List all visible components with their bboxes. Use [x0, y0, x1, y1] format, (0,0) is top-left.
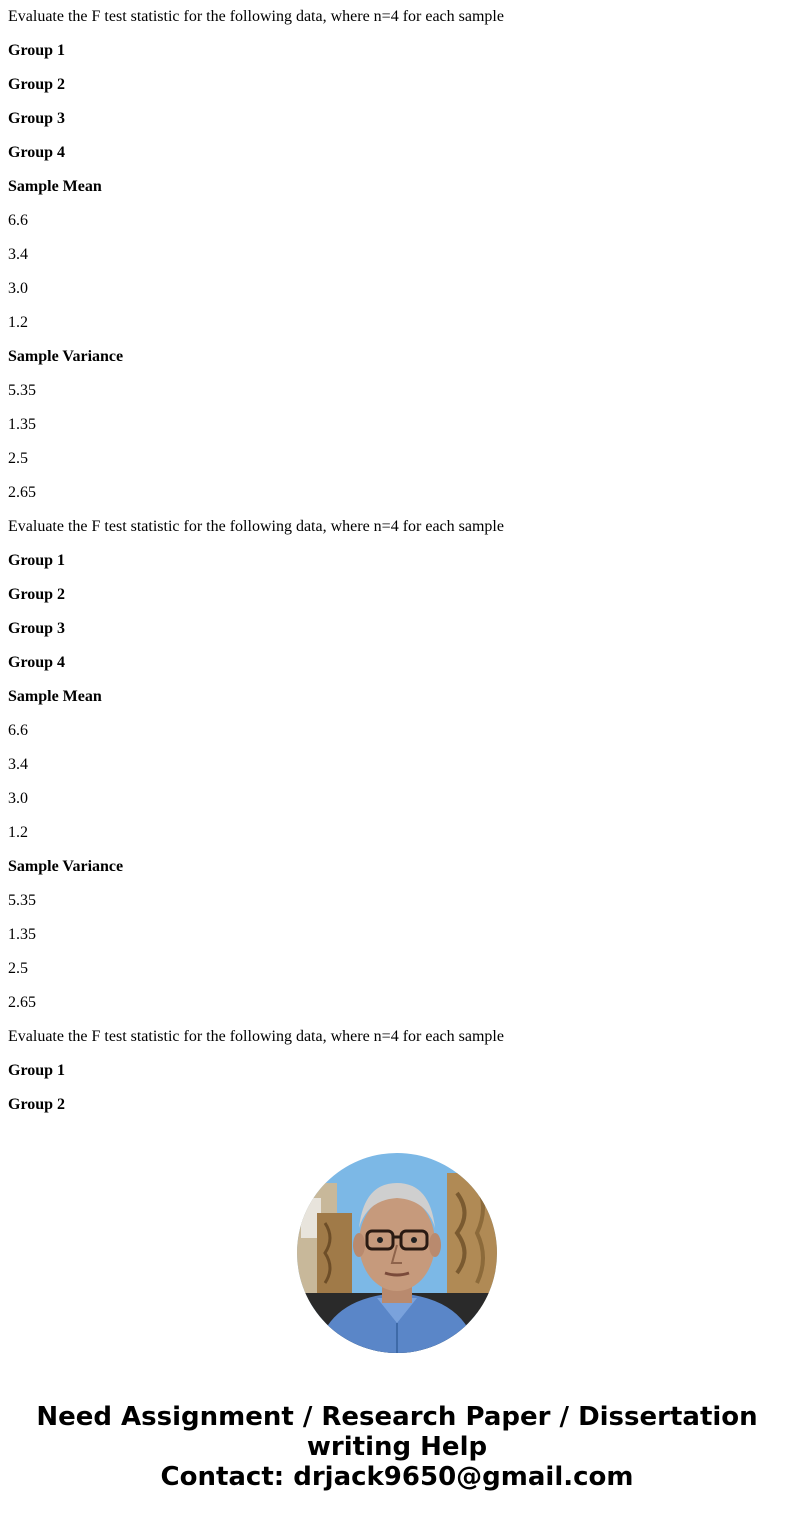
author-avatar: [297, 1153, 497, 1353]
promo-contact: Contact: drjack9650@gmail.com: [160, 1462, 634, 1492]
document-body: [8, 0, 786, 1122]
mean-value: 3.4: [8, 756, 28, 773]
promo-banner: [0, 1402, 794, 1492]
group-label: Group 2: [8, 76, 66, 93]
variance-value: 2.5: [8, 450, 28, 467]
promo-line: writing Help: [306, 1432, 488, 1462]
question-text: Evaluate the F test statistic for the following data, where n=4 for each sample: [8, 1028, 504, 1045]
mean-value: 3.0: [8, 790, 28, 807]
portrait-illustration: [297, 1153, 497, 1353]
promo-line: Need Assignment / Research Paper / Dissertation: [36, 1402, 758, 1432]
mean-value: 6.6: [8, 722, 28, 739]
group-label: Group 3: [8, 620, 66, 637]
mean-value: 1.2: [8, 824, 28, 841]
mean-value: 1.2: [8, 314, 28, 331]
group-label: Group 2: [8, 586, 66, 603]
variance-value: 2.65: [8, 484, 36, 501]
variance-value: 2.5: [8, 960, 28, 977]
question-text: Evaluate the F test statistic for the following data, where n=4 for each sample: [8, 8, 504, 25]
variance-value: 1.35: [8, 926, 36, 943]
group-label: Group 1: [8, 552, 66, 569]
group-label: Group 2: [8, 1096, 66, 1113]
variance-value: 5.35: [8, 382, 36, 399]
sample-variance-label: Sample Variance: [8, 348, 124, 365]
mean-value: 3.0: [8, 280, 28, 297]
variance-value: 1.35: [8, 416, 36, 433]
sample-mean-label: Sample Mean: [8, 178, 102, 195]
sample-mean-label: Sample Mean: [8, 688, 102, 705]
group-label: Group 1: [8, 1062, 66, 1079]
variance-value: 5.35: [8, 892, 36, 909]
question-text: Evaluate the F test statistic for the following data, where n=4 for each sample: [8, 518, 504, 535]
mean-value: 3.4: [8, 246, 28, 263]
group-label: Group 4: [8, 654, 66, 671]
group-label: Group 1: [8, 42, 66, 59]
group-label: Group 4: [8, 144, 66, 161]
group-label: Group 3: [8, 110, 66, 127]
variance-value: 2.65: [8, 994, 36, 1011]
mean-value: 6.6: [8, 212, 28, 229]
sample-variance-label: Sample Variance: [8, 858, 124, 875]
